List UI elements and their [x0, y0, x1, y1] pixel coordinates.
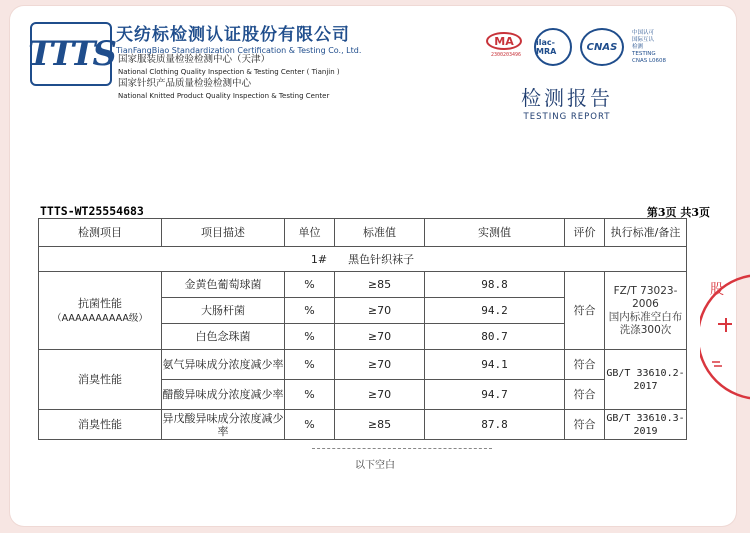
cnas-info-line: 检测	[632, 43, 644, 50]
evaluation-cell: 符合	[565, 380, 605, 410]
table-row	[39, 410, 687, 440]
cnas-info-line: CNAS L0608	[632, 57, 667, 64]
company-name	[116, 20, 361, 55]
measured-value: 98.8	[425, 272, 565, 298]
column-header: 项目描述	[162, 219, 285, 247]
standard-value: ≥70	[335, 380, 425, 410]
item-description: 金黄色葡萄球菌	[162, 272, 285, 298]
measured-value: 94.1	[425, 350, 565, 380]
test-item-name: 抗菌性能	[78, 296, 122, 310]
table-row	[39, 272, 687, 298]
test-item-name: 消臭性能	[39, 410, 162, 440]
test-item-grade: （AAAAAAAAAA级）	[52, 312, 148, 324]
measured-value: 94.7	[425, 380, 565, 410]
standard-line: 国内标准空白布	[608, 310, 683, 323]
cnas-info-line: 国际互认	[632, 36, 655, 43]
ilac-text: ilac-MRA	[536, 38, 557, 56]
column-header: 标准值	[335, 219, 425, 247]
knitted-center-cn: 国家针织产品质量检验检测中心	[118, 78, 252, 89]
measured-value: 80.7	[425, 324, 565, 350]
report-title-cn: 检测报告	[521, 86, 613, 110]
standard-value: ≥85	[335, 410, 425, 440]
page-number: 第3页 共3页	[646, 206, 710, 219]
standard-cell: GB/T 33610.3-2019	[605, 410, 687, 440]
end-divider	[312, 448, 492, 449]
column-header: 评价	[565, 219, 605, 247]
unit-cell: %	[285, 298, 335, 324]
cma-number: 2300203496	[490, 52, 522, 58]
report-number: TTTS-WT25554683	[40, 204, 144, 218]
stamp-text: 股	[710, 282, 724, 298]
standard-line: FZ/T 73023-2006	[613, 284, 678, 310]
item-description: 白色念珠菌	[162, 324, 285, 350]
standard-line: 洗涤300次	[619, 323, 672, 336]
company-name-en: TianFangBiao Standardization Certification & Testing Co., Ltd.	[116, 46, 362, 55]
clothing-center-en: National Clothing Quality Inspection & Testing Center ( Tianjin )	[118, 68, 340, 76]
standard-value: ≥70	[335, 350, 425, 380]
clothing-center-cn: 国家服装质量检验检测中心（天津）	[118, 54, 271, 65]
item-description: 醋酸异味成分浓度减少率	[162, 380, 285, 410]
item-description: 异戊酸异味成分浓度减少率	[162, 411, 284, 438]
cnas-info-line: 中国认可	[632, 29, 655, 36]
column-header: 检测项目	[39, 219, 162, 247]
unit-cell: %	[285, 410, 335, 440]
unit-cell: %	[285, 350, 335, 380]
ilac-mra-logo	[534, 28, 572, 66]
results-table	[38, 218, 687, 440]
knitted-center-en: National Knitted Product Quality Inspection & Testing Center	[118, 92, 330, 100]
ttts-logo	[27, 22, 115, 86]
column-header: 执行标准/备注	[605, 219, 687, 247]
company-name-cn: 天纺标检测认证股份有限公司	[116, 25, 350, 45]
table-header-row	[39, 219, 687, 247]
standard-cell	[605, 272, 687, 350]
cnas-text: CNAS	[586, 41, 618, 53]
standard-value: ≥85	[335, 272, 425, 298]
test-item-name: 消臭性能	[39, 350, 162, 410]
unit-cell: %	[285, 324, 335, 350]
cnas-logo	[580, 28, 624, 66]
cma-mark: MA	[486, 32, 522, 50]
measured-value: 94.2	[425, 298, 565, 324]
evaluation-cell: 符合	[565, 272, 605, 350]
cnas-info	[632, 30, 666, 65]
report-title	[512, 82, 622, 122]
column-header: 实测值	[425, 219, 565, 247]
item-description: 大肠杆菌	[162, 298, 285, 324]
test-item-cell	[39, 272, 162, 350]
table-row	[39, 350, 687, 380]
sample-label: 1# 黑色针织袜子	[39, 247, 687, 272]
logo-text: TTTS	[27, 34, 115, 74]
unit-cell: %	[285, 272, 335, 298]
blank-below-note: 以下空白	[355, 460, 395, 471]
cnas-info-line: TESTING	[632, 50, 656, 57]
clothing-center	[118, 54, 340, 78]
certification-logos	[486, 28, 666, 66]
evaluation-cell: 符合	[565, 350, 605, 380]
standard-cell: GB/T 33610.2-2017	[605, 350, 687, 410]
column-header: 单位	[285, 219, 335, 247]
knitted-center	[118, 78, 329, 102]
report-title-en: TESTING REPORT	[523, 112, 611, 122]
item-description: 氨气异味成分浓度减少率	[162, 350, 285, 380]
evaluation-cell: 符合	[565, 410, 605, 440]
cma-logo	[486, 32, 526, 62]
sample-row	[39, 247, 687, 272]
standard-value: ≥70	[335, 298, 425, 324]
measured-value: 87.8	[425, 410, 565, 440]
standard-value: ≥70	[335, 324, 425, 350]
unit-cell: %	[285, 380, 335, 410]
